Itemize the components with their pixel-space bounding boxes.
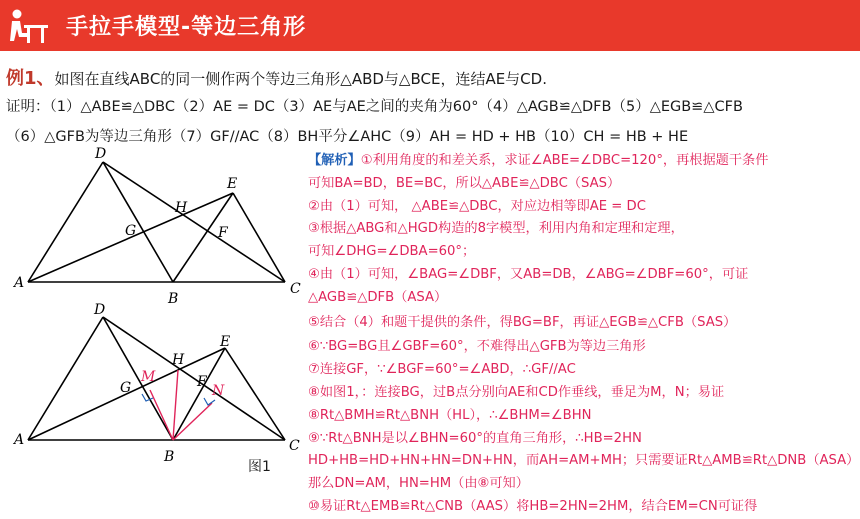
analysis-line-13: ⑨∵Rt△BNH是以∠BHN=60°的直角三角形，∴HB=2HN <box>308 430 642 446</box>
label-F: F <box>218 225 228 241</box>
analysis-line-5: 可知∠DHG=∠DBA=60°； <box>308 244 476 260</box>
label-F: F <box>197 374 207 390</box>
label-G: G <box>125 223 137 239</box>
question-line <box>6 64 547 90</box>
label-E: E <box>220 334 231 350</box>
analysis-line-2: 可知BA=BD，BE=BC，所以△ABE≌△DBC（SAS） <box>308 175 621 191</box>
analysis-line-9: ⑥∵BG=BG且∠GBF=60°，不难得出△GFB为等边三角形 <box>308 339 646 355</box>
label-A: A <box>14 432 25 448</box>
analysis-line-15: 那么DN=AM，HN=HM（由⑧可知） <box>308 476 529 492</box>
label-B: B <box>164 449 175 465</box>
label-C: C <box>290 281 301 297</box>
analysis-line-8: ⑤结合（4）和题干提供的条件，得BG=BF，再证△EGB≌△CFB（SAS） <box>308 314 737 330</box>
label-H: H <box>175 200 188 216</box>
analysis-line-14: HD+HB=HD+HN+HN=DN+HN，而AH=AM+MH；只需要证Rt△AMB≌Rt△DNB（ASA） <box>308 453 860 469</box>
analysis-title: 【解析】 <box>308 153 361 168</box>
page-title: 手拉手模型-等边三角形 <box>66 15 307 40</box>
analysis-line-11: ⑧如图1，：连接BG，过B点分别向AE和CD作垂线，垂足为M，N；易证 <box>308 384 725 400</box>
label-M: M <box>141 369 156 385</box>
figure-caption: 图1 <box>248 459 271 475</box>
label-C: C <box>289 438 300 454</box>
analysis-line-7: △AGB≌△DFB（ASA） <box>308 289 448 305</box>
analysis-line-3: ②由（1）可知， △ABE≌△DBC，对应边相等即AE = DC <box>308 198 646 214</box>
question-text: 如图在直线ABC的同一侧作两个等边三角形△ABD与△BCE，连结AE与CD. <box>54 70 547 88</box>
proof-line-1: 证明：（1）△ABE≌△DBC（2）AE = DC（3）AE与AE之间的夹角为60°（4）△AGB≌△DFB（5）△EGB≌△CFB <box>6 99 743 115</box>
analysis-line-12: ⑧Rt△BMH≌Rt△BNH（HL），∴∠BHM=∠BHN <box>308 407 592 423</box>
label-H: H <box>172 352 185 368</box>
analysis-block <box>308 150 860 519</box>
figure-top <box>0 145 308 305</box>
label-E: E <box>227 176 238 192</box>
label-D: D <box>94 302 106 318</box>
label-N: N <box>212 383 225 399</box>
proof-line-2: （6）△GFB为等边三角形（7）GF//AC（8）BH平分∠AHC（9）AH = HD + HB（10）CH = HB + HE <box>6 129 689 145</box>
label-B: B <box>168 291 179 305</box>
analysis-line-16: ⑩易证Rt△EMB≌Rt△CNB（AAS）将HB=2HN=2HM，结合EM=CN可证得 <box>308 498 758 514</box>
analysis-line-10: ⑦连接GF，∵∠BGF=60°=∠ABD，∴GF//AC <box>308 362 576 378</box>
label-G: G <box>120 380 132 396</box>
label-A: A <box>14 275 25 291</box>
analysis-line-6: ④由（1）可知，∠BAG=∠DBF，又AB=DB，∠ABG=∠DBF=60°，可证 <box>308 266 749 282</box>
label-D: D <box>95 146 107 162</box>
page-header <box>0 0 860 51</box>
analysis-line-1: 【解析】①利用角度的和差关系，求证∠ABE=∠DBC=120°，再根据题干条件 <box>308 153 769 168</box>
figure-bottom <box>0 300 308 470</box>
analysis-line-4: ③根据△ABG和△HGD构造的8字模型，利用内角和定理和定理， <box>308 221 684 237</box>
example-label: 例1、 <box>6 68 55 89</box>
teacher-desk-icon <box>8 7 50 45</box>
